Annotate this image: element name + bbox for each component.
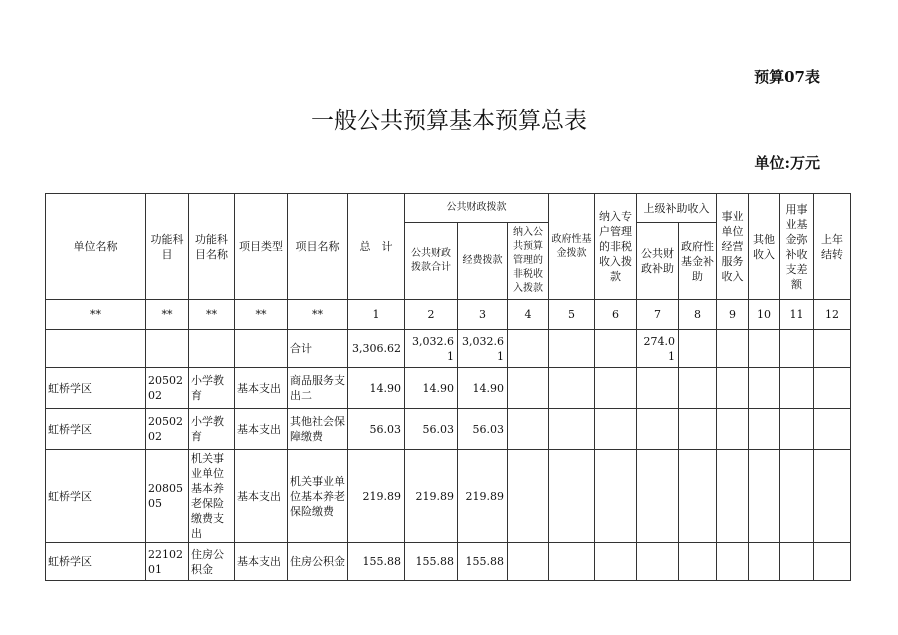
index-cell: **: [46, 300, 146, 330]
funding-cell: 219.89: [458, 450, 508, 543]
total-amount: 3,306.62: [348, 330, 405, 368]
unit-cell: 虹桥学区: [46, 409, 146, 450]
func-cell: 机关事业单位基本养老保险缴费支出: [189, 450, 235, 543]
item-cell: 住房公积金: [288, 543, 348, 581]
index-cell: 8: [679, 300, 717, 330]
index-row: [46, 300, 851, 330]
header-carryover: 上年结转: [814, 194, 851, 300]
total-funding: 3,032.61: [458, 330, 508, 368]
index-cell: **: [235, 300, 288, 330]
code-cell: 2080505: [146, 450, 189, 543]
code-cell: 2050202: [146, 368, 189, 409]
pf-total-cell: 56.03: [405, 409, 458, 450]
header-fund-offset: 用事业基金弥补收支差额: [780, 194, 814, 300]
code-cell: 2210201: [146, 543, 189, 581]
unit-cell: 虹桥学区: [46, 368, 146, 409]
header-funding: 经费拨款: [458, 223, 508, 300]
funding-cell: 155.88: [458, 543, 508, 581]
total-cell: 14.90: [348, 368, 405, 409]
index-cell: 3: [458, 300, 508, 330]
item-cell: 机关事业单位基本养老保险缴费: [288, 450, 348, 543]
funding-cell: 56.03: [458, 409, 508, 450]
func-cell: 住房公积金: [189, 543, 235, 581]
header-superior-subsidy: 上级补助收入: [637, 194, 717, 223]
index-cell: 12: [814, 300, 851, 330]
type-cell: 基本支出: [235, 368, 288, 409]
funding-cell: 14.90: [458, 368, 508, 409]
header-item-name: 项目名称: [288, 194, 348, 300]
header-public-finance-total: 公共财政拨款合计: [405, 223, 458, 300]
index-cell: 7: [637, 300, 679, 330]
item-cell: 其他社会保障缴费: [288, 409, 348, 450]
table-row: [46, 409, 851, 450]
table-row: [46, 368, 851, 409]
type-cell: 基本支出: [235, 450, 288, 543]
type-cell: 基本支出: [235, 543, 288, 581]
index-cell: 2: [405, 300, 458, 330]
header-special-nontax: 纳入专户管理的非税收入拨款: [595, 194, 637, 300]
pf-total-cell: 219.89: [405, 450, 458, 543]
total-cell: 219.89: [348, 450, 405, 543]
unit-cell: 虹桥学区: [46, 450, 146, 543]
code-cell: 2050202: [146, 409, 189, 450]
index-cell: 6: [595, 300, 637, 330]
index-cell: 1: [348, 300, 405, 330]
total-public-subsidy: 274.01: [637, 330, 679, 368]
header-gov-fund-subsidy: 政府性基金补助: [679, 223, 717, 300]
index-cell: 5: [549, 300, 595, 330]
header-gov-fund: 政府性基金拨款: [549, 194, 595, 300]
func-cell: 小学教育: [189, 368, 235, 409]
header-unit-name: 单位名称: [46, 194, 146, 300]
header-item-type: 项目类型: [235, 194, 288, 300]
header-public-finance: 公共财政拨款: [405, 194, 549, 223]
page-title: 一般公共预算基本预算总表: [311, 108, 587, 134]
total-cell: 56.03: [348, 409, 405, 450]
header-nontax-income: 纳入公共预算管理的非税收入拨款: [508, 223, 549, 300]
index-cell: **: [189, 300, 235, 330]
header-other-income: 其他收入: [749, 194, 780, 300]
header-func-code: 功能科目: [146, 194, 189, 300]
index-cell: 4: [508, 300, 549, 330]
total-label: 合计: [288, 330, 348, 368]
table-row: [46, 543, 851, 581]
pf-total-cell: 14.90: [405, 368, 458, 409]
budget-table: [45, 193, 851, 581]
index-cell: 9: [717, 300, 749, 330]
pf-total-cell: 155.88: [405, 543, 458, 581]
header-func-name: 功能科目名称: [189, 194, 235, 300]
unit-label: 单位:万元: [754, 154, 820, 172]
table-row: [46, 450, 851, 543]
header-total: 总 计: [348, 194, 405, 300]
type-cell: 基本支出: [235, 409, 288, 450]
item-cell: 商品服务支出二: [288, 368, 348, 409]
total-cell: 155.88: [348, 543, 405, 581]
total-public-finance: 3,032.61: [405, 330, 458, 368]
index-cell: 11: [780, 300, 814, 330]
index-cell: 10: [749, 300, 780, 330]
index-cell: **: [288, 300, 348, 330]
index-cell: **: [146, 300, 189, 330]
header-public-subsidy: 公共财政补助: [637, 223, 679, 300]
header-business-income: 事业单位经营服务收入: [717, 194, 749, 300]
func-cell: 小学教育: [189, 409, 235, 450]
header-row-1: [46, 194, 851, 223]
total-row: [46, 330, 851, 368]
unit-cell: 虹桥学区: [46, 543, 146, 581]
form-number: 预算07表: [754, 68, 820, 86]
